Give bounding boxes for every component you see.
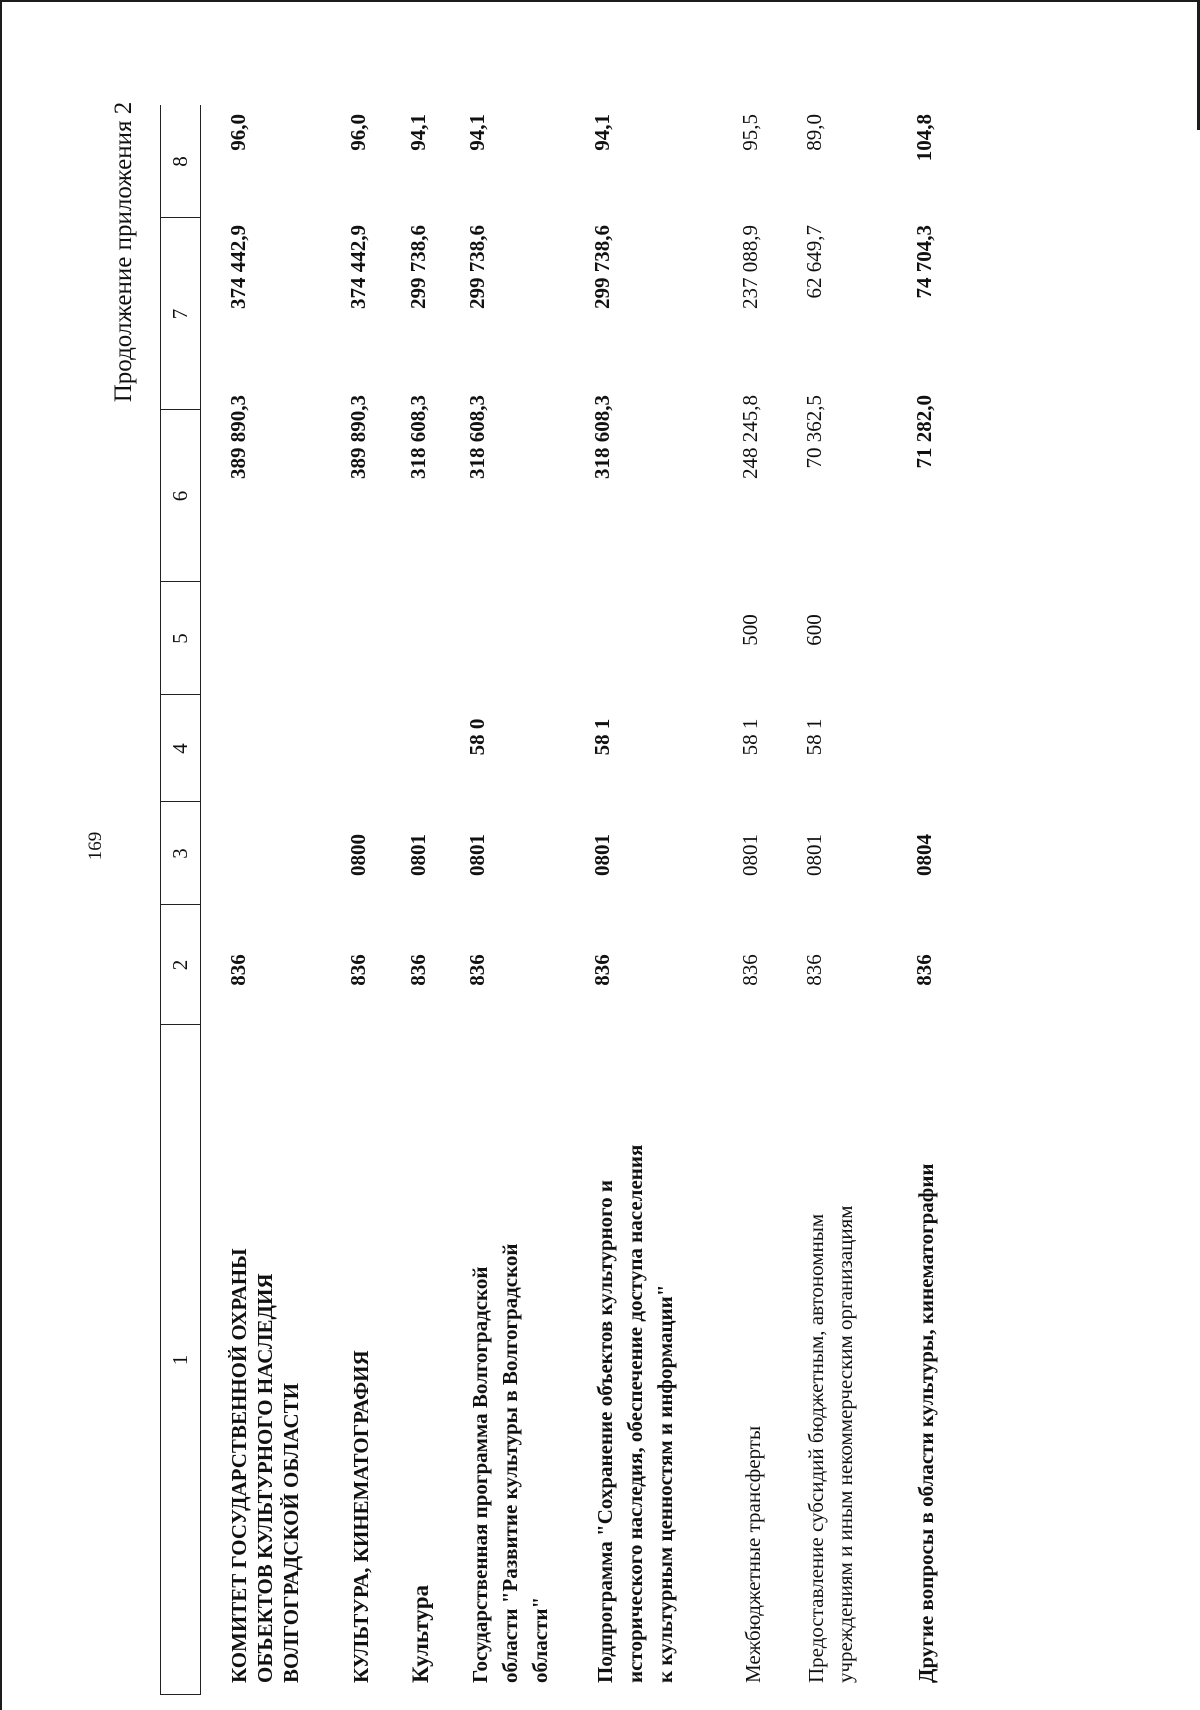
row-value-actual: 237 088,9 [738,225,762,309]
row-value-plan: 389 890,3 [226,395,250,479]
row-section: 0801 [590,834,614,876]
row-value-plan: 318 608,3 [465,395,489,479]
row-value-percent: 96,0 [346,114,370,151]
row-section: 0801 [738,834,762,876]
row-name: Предоставление субсидий бюджетным, автономным учреждениям и иным некоммерческим организациям [804,1205,857,1683]
row-value-plan: 318 608,3 [590,395,614,479]
row-value-actual: 299 738,6 [590,225,614,309]
row-code: 836 [226,954,250,986]
row-target: 58 1 [590,718,614,756]
row-code: 836 [406,954,430,986]
page-number: 169 [85,831,106,861]
row-value-actual: 62 649,7 [802,225,826,299]
row-value-percent: 94,1 [406,114,430,151]
row-expense-type: 500 [738,614,762,646]
header-bottom-rule [200,105,201,1695]
row-target: 58 1 [802,718,826,756]
row-value-percent: 94,1 [465,114,489,151]
row-name: КУЛЬТУРА, КИНЕМАТОГРАФИЯ [349,1350,373,1683]
row-code: 836 [590,954,614,986]
row-value-actual: 74 704,3 [912,225,936,299]
row-code: 836 [912,954,936,986]
row-name: Другие вопросы в области культуры, кинематографии [914,1163,938,1683]
col-header-2: 2 [168,959,192,971]
row-name: Межбюджетные трансферты [741,1425,765,1683]
row-code: 836 [802,954,826,986]
row-expense-type: 600 [802,614,826,646]
row-code: 836 [738,954,762,986]
col-header-7: 7 [168,308,192,320]
col-header-4: 4 [168,743,192,754]
row-value-percent: 96,0 [226,114,250,151]
col-header-5: 5 [168,633,192,644]
row-code: 836 [346,954,370,986]
row-value-percent: 95,5 [738,114,762,151]
row-name: Государственная программа Волгоградской области "Развитие культуры в Волгоградской области" [468,1243,552,1683]
row-value-actual: 374 442,9 [226,225,250,309]
row-code: 836 [465,954,489,986]
col-header-6: 6 [168,490,192,502]
row-value-plan: 71 282,0 [912,395,936,469]
row-value-percent: 89,0 [802,114,826,151]
row-section: 0801 [465,834,489,876]
row-value-percent: 94,1 [590,114,614,151]
scan-edge-left [0,0,2,1710]
col-header-1: 1 [168,1354,192,1366]
col-header-8: 8 [168,156,192,167]
row-name: Культура [408,1584,433,1683]
row-value-percent: 104,8 [912,114,936,162]
row-name: Подпрограмма "Сохранение объектов культурного и исторического наследия, обеспечение доступа населения к культурным ценностям и информации" [593,1144,677,1683]
row-section: 0801 [406,834,430,876]
row-value-actual: 374 442,9 [346,225,370,309]
col-header-3: 3 [168,848,192,859]
row-value-plan: 318 608,3 [406,395,430,479]
row-value-plan: 248 245,8 [738,395,762,479]
row-value-actual: 299 738,6 [406,225,430,309]
row-value-actual: 299 738,6 [465,225,489,309]
budget-table [160,105,1200,1695]
row-value-plan: 389 890,3 [346,395,370,479]
row-section: 0800 [346,834,370,876]
row-section: 0801 [802,834,826,876]
appendix-caption: Продолжение приложения 2 [110,101,137,403]
row-value-plan: 70 362,5 [802,395,826,469]
scan-edge-top [0,0,1200,2]
row-target: 58 1 [738,718,762,756]
row-name: КОМИТЕТ ГОСУДАРСТВЕННОЙ ОХРАНЫ ОБЪЕКТОВ КУЛЬТУРНОГО НАСЛЕДИЯ ВОЛГОГРАДСКОЙ ОБЛАСТИ [227,1248,303,1683]
row-target: 58 0 [465,718,489,756]
row-section: 0804 [912,834,936,876]
